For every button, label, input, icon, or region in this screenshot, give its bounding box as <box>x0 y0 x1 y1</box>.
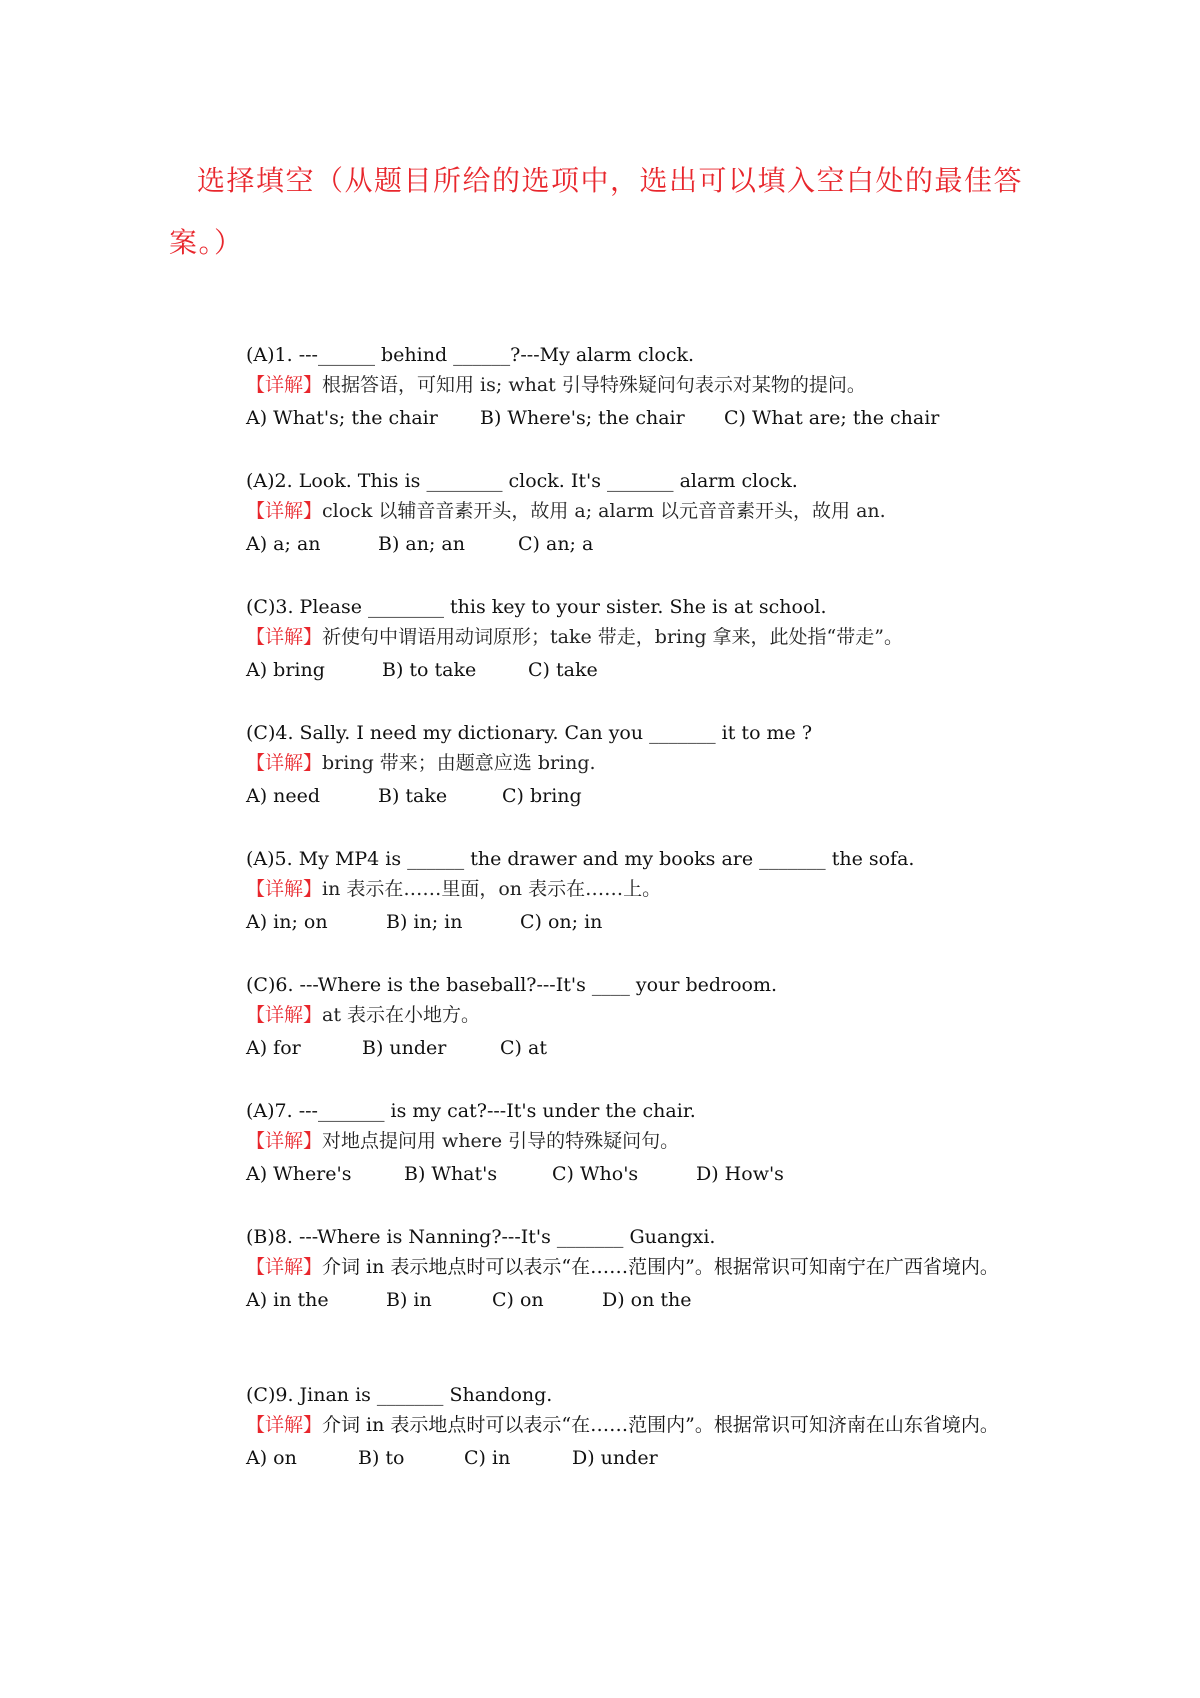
option-b: B) in <box>386 1289 432 1311</box>
explanation-text: 介词 in 表示地点时可以表示“在……范围内”。根据常识可知南宁在广西省境内。 <box>322 1256 999 1278</box>
option-c: C) at <box>500 1037 547 1059</box>
explanation-tag: 【详解】 <box>246 1004 323 1026</box>
option-d: D) under <box>572 1447 658 1469</box>
answer-options <box>246 526 1046 562</box>
question-5 <box>246 844 1046 940</box>
question-stem: (C)6. ---Where is the baseball?---It's ____ your bedroom. <box>246 974 778 996</box>
question-2 <box>246 466 1046 562</box>
explanation-tag: 【详解】 <box>246 1414 323 1436</box>
answer-options <box>246 1030 1046 1066</box>
option-b: B) under <box>362 1037 447 1059</box>
question-stem: (A)7. ---_______ is my cat?---It's under the chair. <box>246 1100 696 1122</box>
explanation-text: 祈使句中谓语用动词原形；take 带走，bring 拿来，此处指“带走”。 <box>322 626 903 648</box>
option-c: C) Who's <box>552 1163 639 1185</box>
question-stem: (C)4. Sally. I need my dictionary. Can you _______ it to me ? <box>246 722 813 744</box>
option-a: A) for <box>246 1037 301 1059</box>
explanation-text: clock 以辅音音素开头，故用 a; alarm 以元音音素开头，故用 an. <box>322 500 886 522</box>
explanation-tag: 【详解】 <box>246 626 323 648</box>
question-3 <box>246 592 1046 688</box>
question-1 <box>246 340 1046 436</box>
explanation-text: bring 带来；由题意应选 bring. <box>322 752 596 774</box>
question-9 <box>246 1380 1046 1476</box>
option-d: D) on the <box>602 1289 692 1311</box>
answer-options <box>246 400 1046 436</box>
explanation-tag: 【详解】 <box>246 752 323 774</box>
option-b: B) Where's; the chair <box>480 407 685 429</box>
explanation-text: 介词 in 表示地点时可以表示“在……范围内”。根据常识可知济南在山东省境内。 <box>322 1414 999 1436</box>
option-b: B) in; in <box>386 911 463 933</box>
option-b: B) take <box>378 785 448 807</box>
section-title <box>169 150 1043 274</box>
explanation-text: at 表示在小地方。 <box>322 1004 481 1026</box>
option-a: A) bring <box>246 659 325 681</box>
explanation-text: 根据答语，可知用 is; what 引导特殊疑问句表示对某物的提问。 <box>322 374 866 396</box>
question-explanation <box>246 1126 1046 1156</box>
option-b: B) to <box>358 1447 405 1469</box>
option-c: C) an; a <box>518 533 594 555</box>
answer-options <box>246 652 1046 688</box>
title-line-1: 选择填空（从题目所给的选项中，选出可以填入空白处的最佳答 <box>197 164 1024 197</box>
question-explanation <box>182 1410 1046 1440</box>
answer-options <box>246 1282 1046 1318</box>
option-a: A) What's; the chair <box>246 407 438 429</box>
answer-options <box>246 1156 1046 1192</box>
question-explanation <box>246 622 1046 652</box>
option-a: A) on <box>246 1447 297 1469</box>
explanation-tag: 【详解】 <box>246 500 323 522</box>
option-c: C) in <box>464 1447 511 1469</box>
explanation-text: in 表示在……里面，on 表示在……上。 <box>322 878 662 900</box>
question-stem: (C)9. Jinan is _______ Shandong. <box>246 1384 553 1406</box>
question-stem: (A)1. ---______ behind ______?---My alarm clock. <box>246 344 695 366</box>
explanation-tag: 【详解】 <box>246 1130 323 1152</box>
option-b: B) What's <box>404 1163 498 1185</box>
explanation-tag: 【详解】 <box>246 374 323 396</box>
option-a: A) need <box>246 785 321 807</box>
option-c: C) What are; the chair <box>724 407 940 429</box>
answer-options <box>246 904 1046 940</box>
question-4 <box>246 718 1046 814</box>
explanation-tag: 【详解】 <box>246 878 323 900</box>
question-explanation <box>246 496 1046 526</box>
question-explanation <box>246 748 1046 778</box>
question-explanation <box>246 874 1046 904</box>
option-a: A) Where's <box>246 1163 352 1185</box>
question-6 <box>246 970 1046 1066</box>
question-explanation <box>182 1252 1046 1282</box>
option-c: C) bring <box>502 785 582 807</box>
option-a: A) in; on <box>246 911 328 933</box>
explanation-tag: 【详解】 <box>246 1256 323 1278</box>
option-c: C) take <box>528 659 598 681</box>
question-8 <box>246 1222 1046 1318</box>
option-a: A) a; an <box>246 533 321 555</box>
question-explanation <box>246 1000 1046 1030</box>
answer-options <box>246 1440 1046 1476</box>
option-b: B) to take <box>382 659 477 681</box>
question-stem: (C)3. Please ________ this key to your sister. She is at school. <box>246 596 827 618</box>
title-line-2: 案。） <box>169 226 244 259</box>
option-c: C) on; in <box>520 911 603 933</box>
question-7 <box>246 1096 1046 1192</box>
option-c: C) on <box>492 1289 544 1311</box>
option-b: B) an; an <box>378 533 465 555</box>
option-d: D) How's <box>696 1163 784 1185</box>
question-stem: (A)2. Look. This is ________ clock. It's _______ alarm clock. <box>246 470 798 492</box>
explanation-text: 对地点提问用 where 引导的特殊疑问句。 <box>322 1130 680 1152</box>
question-stem: (B)8. ---Where is Nanning?---It's _______ Guangxi. <box>246 1226 716 1248</box>
question-stem: (A)5. My MP4 is ______ the drawer and my books are _______ the sofa. <box>246 848 915 870</box>
question-explanation <box>246 370 1046 400</box>
option-a: A) in the <box>246 1289 329 1311</box>
answer-options <box>246 778 1046 814</box>
